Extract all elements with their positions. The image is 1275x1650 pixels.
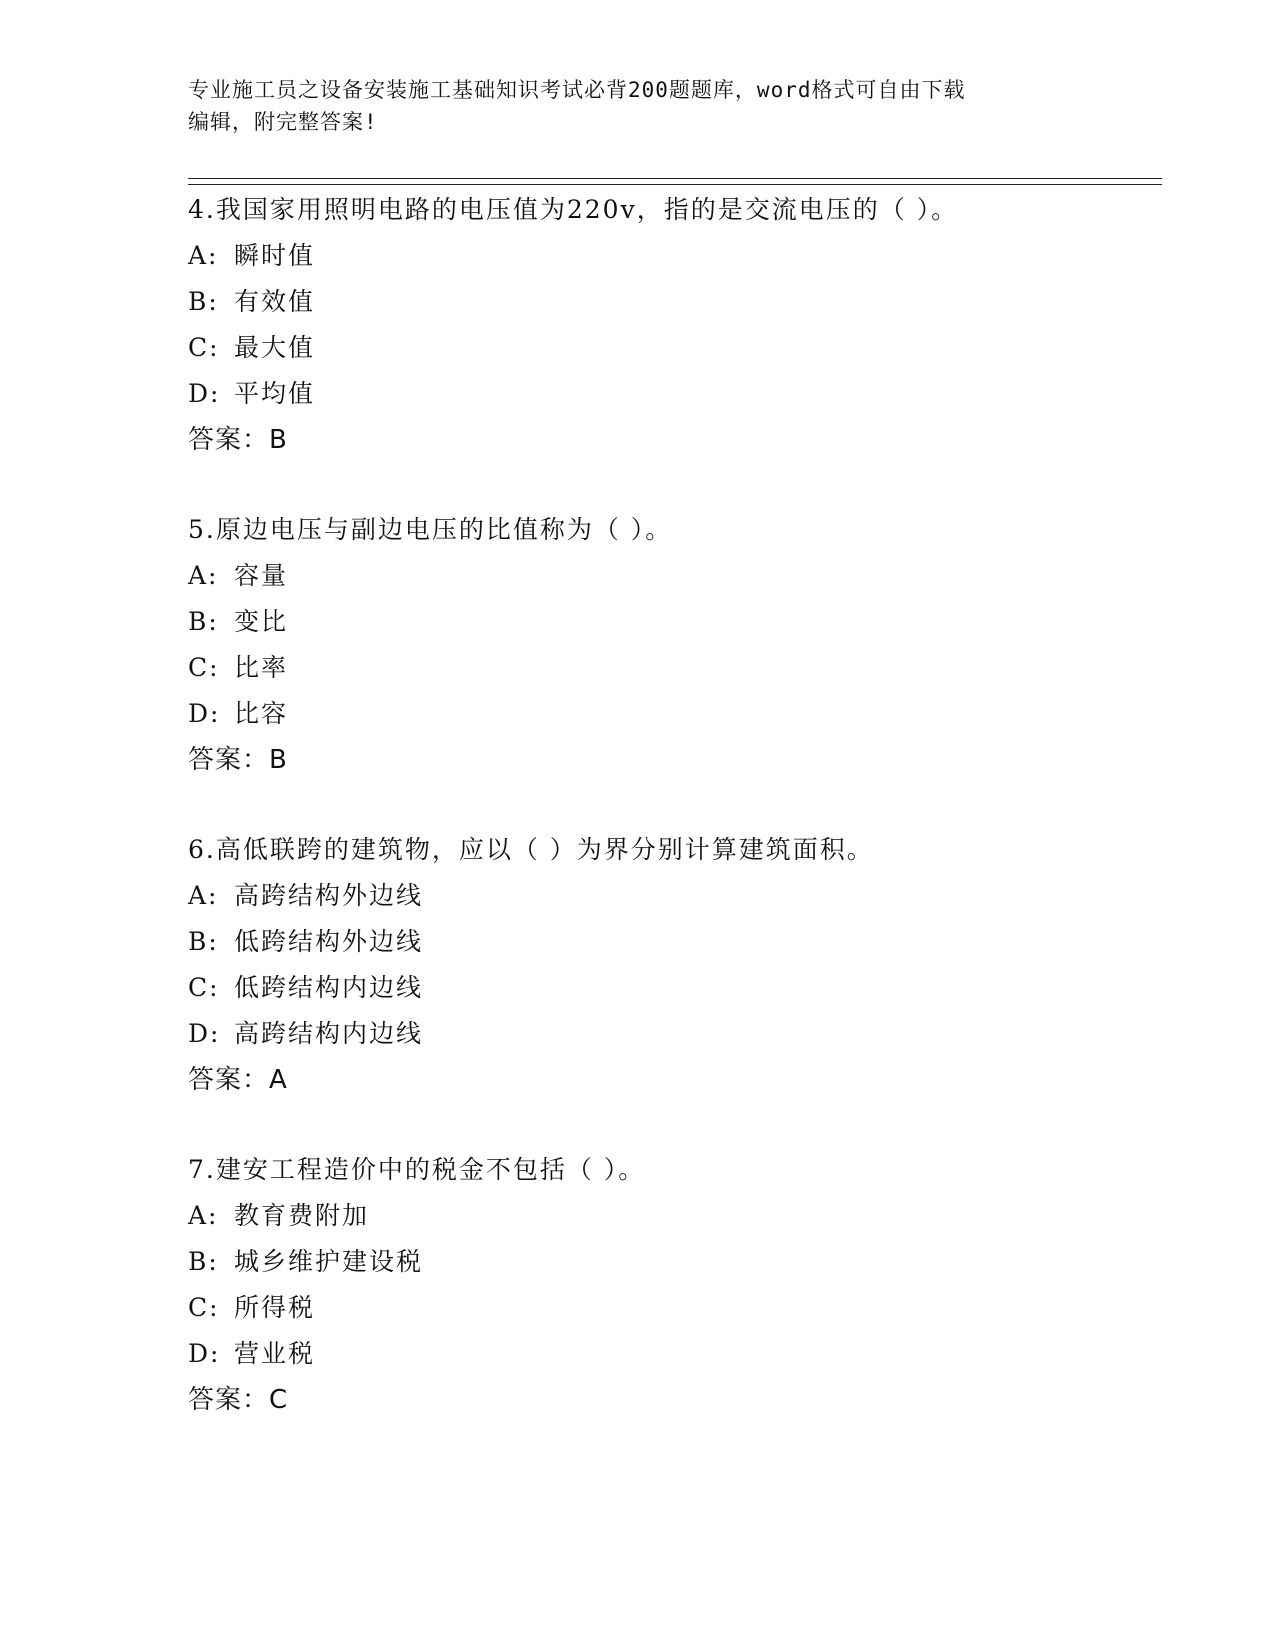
option-a [188,553,1148,599]
answer-line: 答案：C [188,1385,289,1415]
option-text: 最大值 [234,333,316,362]
option-text: 低跨结构内边线 [234,973,424,1002]
option-text: 低跨结构外边线 [234,927,424,956]
option-b [188,1239,1148,1285]
option-text: 平均值 [234,379,316,408]
option-letter: C: [188,1293,220,1322]
option-d [188,1011,1148,1057]
option-text: 教育费附加 [234,1201,370,1230]
question-5 [188,507,1148,783]
option-text: 比容 [234,699,289,728]
option-letter: C: [188,333,220,362]
option-text: 高跨结构内边线 [234,1019,424,1048]
header-line-1: 专业施工员之设备安装施工基础知识考试必背200题题库，word格式可自由下载 [188,78,966,102]
answer-line: 答案：B [188,745,288,775]
option-d [188,691,1148,737]
option-letter: D: [188,379,221,408]
header-divider-top [188,178,1162,179]
header-line-2: 编辑，附完整答案! [188,110,378,134]
option-letter: B: [188,927,219,956]
option-a [188,1193,1148,1239]
option-letter: C: [188,973,220,1002]
question-7 [188,1147,1148,1423]
option-d [188,1331,1148,1377]
option-letter: A: [188,561,219,590]
option-b [188,599,1148,645]
option-text: 容量 [234,561,289,590]
option-b [188,279,1148,325]
document-header [188,74,1068,138]
option-letter: D: [188,1339,221,1368]
answer-line: 答案：B [188,425,288,455]
option-letter: A: [188,1201,219,1230]
option-text: 营业税 [234,1339,316,1368]
option-letter: B: [188,287,219,316]
option-d [188,371,1148,417]
option-letter: D: [188,1019,221,1048]
option-text: 城乡维护建设税 [234,1247,424,1276]
question-stem: 6.高低联跨的建筑物，应以（ ）为界分别计算建筑面积。 [188,835,874,864]
question-6 [188,827,1148,1103]
header-divider-bottom [188,184,1162,185]
option-letter: B: [188,1247,219,1276]
option-text: 瞬时值 [234,241,316,270]
option-c [188,965,1148,1011]
option-text: 有效值 [234,287,316,316]
option-c [188,325,1148,371]
option-letter: A: [188,881,219,910]
option-c [188,1285,1148,1331]
option-text: 变比 [234,607,289,636]
option-text: 比率 [234,653,289,682]
option-text: 所得税 [234,1293,316,1322]
answer-line: 答案：A [188,1065,288,1095]
option-letter: D: [188,699,221,728]
option-text: 高跨结构外边线 [234,881,424,910]
question-4 [188,187,1148,463]
option-letter: A: [188,241,219,270]
question-stem: 5.原边电压与副边电压的比值称为（ ）。 [188,515,673,544]
option-a [188,873,1148,919]
question-stem: 4.我国家用照明电路的电压值为220v，指的是交流电压的（ ）。 [188,195,959,224]
option-b [188,919,1148,965]
question-stem: 7.建安工程造价中的税金不包括（ ）。 [188,1155,646,1184]
option-c [188,645,1148,691]
option-letter: C: [188,653,220,682]
option-letter: B: [188,607,219,636]
option-a [188,233,1148,279]
